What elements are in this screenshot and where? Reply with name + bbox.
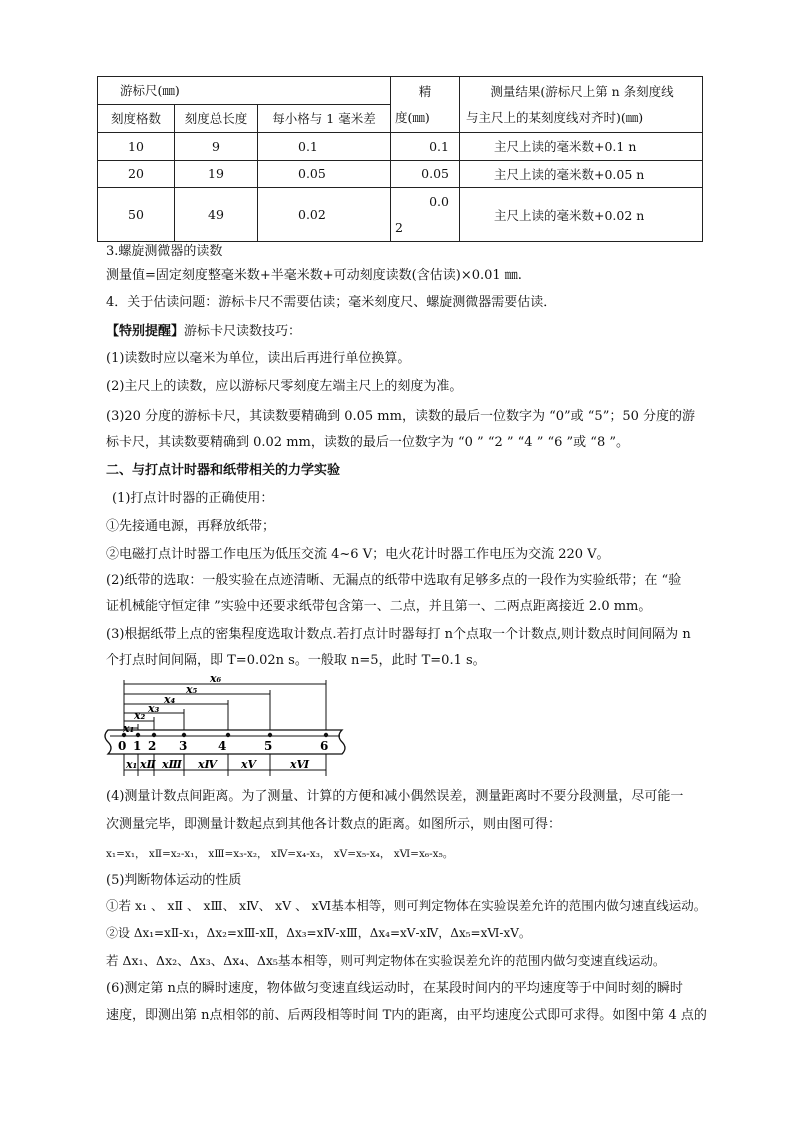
text-line: (2)主尺上的读数，应以游标尺零刻度左端主尺上的刻度为准。 <box>106 379 463 394</box>
text-line: ①若 x₁ 、 xⅡ 、 xⅢ、 xⅣ、 xⅤ 、 xⅥ基本相等，则可判定物体在实验误差允许的范围内做匀速直线运动。 <box>106 898 707 913</box>
precision-header: 精 度(㎜) <box>391 77 460 133</box>
text-line: (4)测量计数点间距离。为了测量、计算的方便和减小偶然误差，测量距离时不要分段测量，尽可能一 <box>106 789 684 804</box>
segment-label: xⅥ <box>290 758 310 771</box>
text-line: 速度，即测出第 n点相邻的前、后两段相等时间 T内的距离，由平均速度公式即可求得。如图中第 4 点的 <box>106 1008 707 1023</box>
text-line: 3.螺旋测微器的读数 <box>106 244 223 259</box>
text-line: 证机械能守恒定律 ”实验中还要求纸带包含第一、二点，并且第一、二两点距离接近 2.0 mm。 <box>106 599 652 614</box>
segment-label: xⅡ <box>140 758 156 771</box>
paper-tape-diagram <box>100 672 350 780</box>
text-line: 次测量完毕，即测量计数起点到其他各计数点的距离。如图所示，则由图可得： <box>106 817 562 832</box>
text-line: 个打点时间间隔，即 T=0.02n s。一般取 n=5，此时 T=0.1 s。 <box>106 653 486 668</box>
top-distance-label: x₁ <box>123 722 135 735</box>
point-label: 6 <box>320 739 329 753</box>
top-distance-label: x₂ <box>134 709 146 722</box>
text-line: (3)20 分度的游标卡尺，其读数要精确到 0.05 mm，读数的最后一位数字为 “0”或 “5”；50 分度的游 <box>106 409 696 424</box>
text-line: 若 Δx₁、Δx₂、Δx₃、Δx₄、Δx₅基本相等，则可判定物体在实验误差允许的范围内做匀变速直线运动。 <box>106 953 666 968</box>
top-distance-label: x₅ <box>186 683 198 696</box>
text-line: (6)测定第 n点的瞬时速度，物体做匀变速直线运动时，在某段时间内的平均速度等于中间时刻的瞬时 <box>106 981 683 996</box>
section-heading: 二、与打点计时器和纸带相关的力学实验 <box>106 463 341 478</box>
point-label: 1 <box>133 739 142 753</box>
point-label: 4 <box>218 739 227 753</box>
top-distance-label: x₆ <box>210 672 222 685</box>
point-label: 2 <box>148 739 157 753</box>
table-row: 20 19 0.05 0.05 主尺上读的毫米数+0.05 n <box>98 160 703 188</box>
text-line: ②设 Δx₁=xⅡ-x₁，Δx₂=xⅢ-xⅡ，Δx₃=xⅣ-xⅢ，Δx₄=xⅤ-xⅣ，Δx₅=xⅥ-xⅤ。 <box>106 926 531 940</box>
special-reminder: 【特别提醒】游标卡尺读数技巧： <box>106 324 302 339</box>
text-line: ①先接通电源，再释放纸带； <box>106 519 276 534</box>
segment-label: x₁ <box>126 758 138 771</box>
point-label: 3 <box>179 739 188 753</box>
result-header: 测量结果(游标尺上第 n 条刻度线 与主尺上的某刻度线对齐时)(㎜) <box>460 77 703 133</box>
col-total-length-header: 刻度总长度 <box>175 104 258 133</box>
segment-label: xⅣ <box>198 758 218 771</box>
top-distance-label: x₄ <box>164 693 176 706</box>
text-line: 测量值=固定刻度整毫米数+半毫米数+可动刻度读数(含估读)×0.01 ㎜. <box>106 268 522 283</box>
table-title: 游标尺(㎜) <box>98 77 391 105</box>
point-label: 0 <box>118 739 127 753</box>
col-divisions-header: 刻度格数 <box>98 104 175 133</box>
table-row: 50 49 0.02 0.0 2 主尺上读的毫米数+0.02 n <box>98 188 703 242</box>
segment-label: xⅢ <box>162 758 182 771</box>
text-line: ②电磁打点计时器工作电压为低压交流 4~6 V；电火花计时器工作电压为交流 220 V。 <box>106 547 610 562</box>
top-distance-label: x₃ <box>148 702 160 715</box>
point-label: 5 <box>264 739 273 753</box>
text-line: 标卡尺，其读数要精确到 0.02 mm，读数的最后一位数字为 “0 ” “2 ” “4 ” “6 ”或 “8 ”。 <box>106 435 630 450</box>
vernier-table <box>97 76 703 242</box>
col-diff-header: 每小格与 1 毫米差 <box>258 104 391 133</box>
text-line: (1)打点计时器的正确使用： <box>112 491 274 506</box>
segment-label: xⅤ <box>241 758 257 771</box>
formula-line: x₁=x₁， xⅡ=x₂-x₁， xⅢ=x₃-x₂， xⅣ=x₄-x₃， xⅤ=x₅-x₄， xⅥ=x₆-x₅。 <box>106 848 454 860</box>
text-line: (1)读数时应以毫米为单位，读出后再进行单位换算。 <box>106 351 411 366</box>
text-line: (3)根据纸带上点的密集程度选取计数点.若打点计时器每打 n个点取一个计数点,则计数点时间间隔为 n <box>106 627 691 642</box>
text-line: (5)判断物体运动的性质 <box>106 873 242 888</box>
table-row: 10 9 0.1 0.1 主尺上读的毫米数+0.1 n <box>98 133 703 161</box>
text-line: 4．关于估读问题：游标卡尺不需要估读；毫米刻度尺、螺旋测微器需要估读． <box>106 295 557 310</box>
text-line: (2)纸带的选取：一般实验在点迹清晰、无漏点的纸带中选取有足够多点的一段作为实验纸带；在 “验 <box>106 573 682 588</box>
